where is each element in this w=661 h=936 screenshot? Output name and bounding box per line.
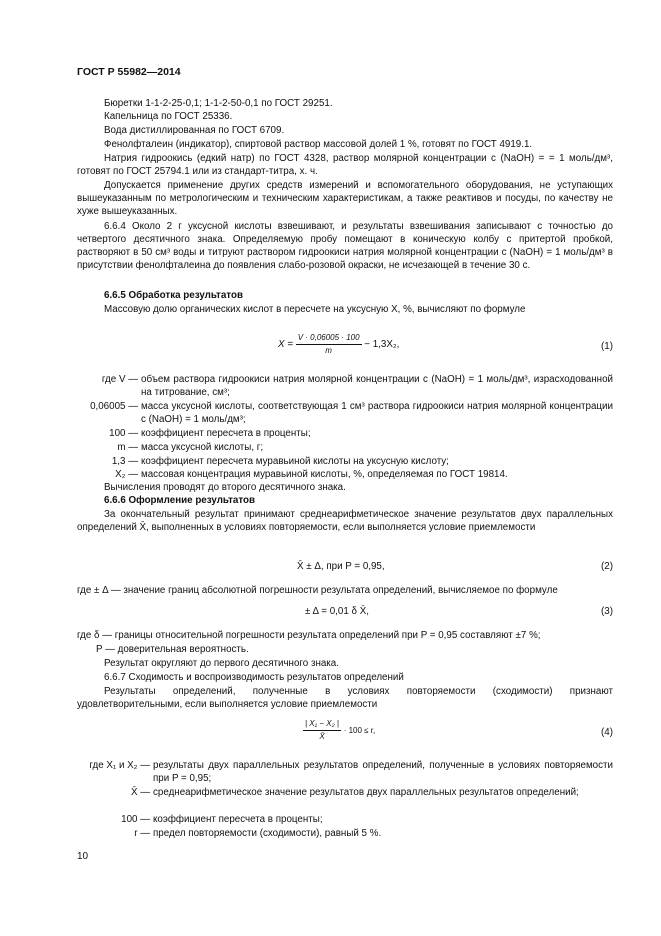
definition-text: среднеарифметическое значение результатов двух параллельных результатов определений; bbox=[153, 787, 579, 798]
formula-tail: · 100 ≤ r, bbox=[343, 726, 376, 736]
formula-2: X̄ ± Δ, при P = 0,95, bbox=[297, 561, 385, 572]
paragraph: Вода дистиллированная по ГОСТ 6709. bbox=[104, 125, 285, 136]
definition-text: масса уксусной кислоты, соответствующая 1 см³ раствора гидроокиси натрия молярной концентрации c (NaOH) = 1 моль/дм³; bbox=[141, 401, 613, 425]
paragraph: Допускается применение других средств измерений и вспомогательного оборудования, не уступающих вышеуказанным по метрологическим и техническим характеристикам, а также реактивов и посуды, по качеству не хуже вышеуказанных. bbox=[77, 180, 613, 217]
paragraph: За окончательный результат принимают среднеарифметическое значение результатов двух параллельных определений X̄, выполненных в условиях повторяемости, если выполняется условие приемлемости bbox=[77, 509, 613, 533]
formula-3: ± Δ = 0,01 δ X̄, bbox=[305, 606, 369, 617]
section-heading: 6.6.6 Оформление результатов bbox=[104, 495, 255, 506]
formula-number: (4) bbox=[601, 727, 613, 738]
formula-number: (2) bbox=[601, 561, 613, 572]
paragraph: Результат округляют до первого десятичного знака. bbox=[104, 658, 339, 669]
definition-text: масса уксусной кислоты, г; bbox=[141, 442, 264, 453]
definition-text: коэффициент пересчета в проценты; bbox=[141, 428, 311, 439]
definition-term: 1,3 — bbox=[111, 456, 138, 467]
formula-number: (3) bbox=[601, 606, 613, 617]
definition-term: 100 — bbox=[121, 814, 150, 825]
fraction bbox=[303, 719, 341, 742]
definition-term: X̄ — bbox=[130, 787, 150, 798]
definition-text: коэффициент пересчета в проценты; bbox=[153, 814, 323, 825]
formula-lhs: X = bbox=[278, 339, 293, 351]
paragraph: где ± Δ — значение границ абсолютной погрешности результата определений, вычисляемое по формуле bbox=[77, 585, 558, 596]
fraction bbox=[296, 333, 362, 356]
document-header: ГОСТ Р 55982—2014 bbox=[77, 66, 181, 78]
paragraph: Вычисления проводят до второго десятичного знака. bbox=[104, 482, 346, 493]
formula-number: (1) bbox=[601, 341, 613, 352]
paragraph: Капельница по ГОСТ 25336. bbox=[104, 111, 233, 122]
definition-term: X₂ — bbox=[115, 469, 138, 480]
paragraph: 6.6.4 Около 2 г уксусной кислоты взвешивают, и результаты взвешивания записывают с точностью до четвертого десятичного знака. Определяемую пробу помещают в коническую колбу с притертой пробкой, растворяют в 50 см³ воды и титруют раствором гидроокиси натрия молярной концентрации c (NaOH) = 1 моль/дм³ в присутствии фенолфталеина до появления слабо-розовой окраски, не исчезающей в течение 30 с. bbox=[77, 221, 613, 271]
paragraph: Бюретки 1-1-2-25-0,1; 1-1-2-50-0,1 по ГОСТ 29251. bbox=[104, 98, 333, 109]
paragraph: Фенолфталеин (индикатор), спиртовой раствор массовой долей 1 %, готовят по ГОСТ 4919.1. bbox=[104, 139, 533, 150]
definition-text: объем раствора гидроокиси натрия молярной концентрации c (NaOH) = 1 моль/дм³, израсходованной на титрование, см³; bbox=[141, 374, 613, 398]
definition-term: где X₁ и X₂ — bbox=[89, 760, 150, 771]
paragraph: Массовую долю органических кислот в пересчете на уксусную X, %, вычисляют по формуле bbox=[104, 304, 526, 315]
formula-4 bbox=[303, 719, 375, 742]
denominator: X̄ bbox=[319, 732, 325, 741]
definition-term: 100 — bbox=[109, 428, 138, 439]
numerator: V · 0,06005 · 100 bbox=[296, 333, 362, 345]
definition-term: 0,06005 — bbox=[90, 401, 138, 412]
paragraph: Результаты определений, полученные в условиях повторяемости (сходимости) признают удовлетворительными, если выполняется условие приемлемости bbox=[77, 686, 613, 710]
definition-text: массовая концентрация муравьиной кислоты, %, определяемая по ГОСТ 19814. bbox=[141, 469, 508, 480]
numerator: | X₁ − X₂ | bbox=[303, 719, 341, 731]
paragraph: P — доверительная вероятность. bbox=[96, 644, 249, 655]
definition-term: где V — bbox=[101, 374, 138, 385]
denominator: m bbox=[325, 346, 332, 355]
definition-term: r — bbox=[134, 828, 150, 839]
paragraph: где δ — границы относительной погрешности результата определений при P = 0,95 составляют ±7 %; bbox=[77, 630, 541, 641]
definition-term: m — bbox=[117, 442, 138, 453]
page-number: 10 bbox=[77, 851, 89, 862]
definition-text: результаты двух параллельных результатов определений, полученные в условиях повторяемости при P = 0,95; bbox=[153, 760, 613, 784]
paragraph: Натрия гидроокись (едкий натр) по ГОСТ 4328, раствор молярной концентрации c (NaOH) = = 1 моль/дм³, готовят по ГОСТ 25794.1 или из стандарт-титра, х. ч. bbox=[77, 153, 613, 177]
definition-text: коэффициент пересчета муравьиной кислоты на уксусную кислоту; bbox=[141, 456, 449, 467]
definition-text: предел повторяемости (сходимости), равный 5 %. bbox=[153, 828, 382, 839]
formula-tail: − 1,3X₂, bbox=[364, 339, 400, 351]
section-heading: 6.6.5 Обработка результатов bbox=[104, 290, 243, 301]
formula-1 bbox=[278, 333, 399, 356]
paragraph: 6.6.7 Сходимость и воспроизводимость результатов определений bbox=[104, 672, 404, 683]
